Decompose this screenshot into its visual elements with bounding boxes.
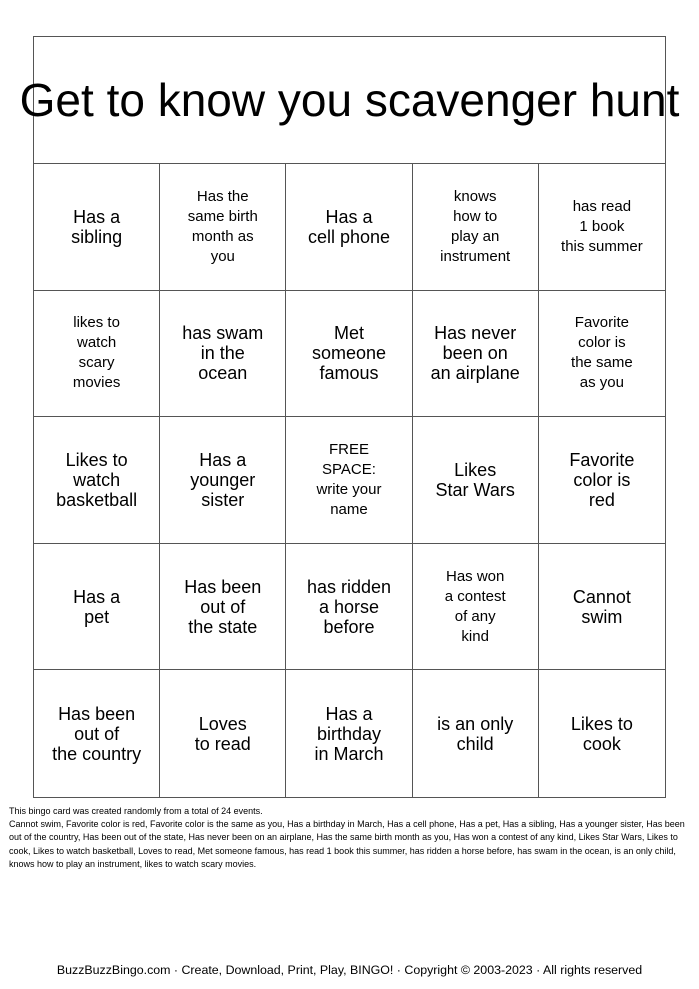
bingo-cell: Has a cell phone	[286, 164, 412, 291]
bingo-cell: Likes to watch basketball	[34, 417, 160, 544]
bingo-cell: likes to watch scary movies	[34, 291, 160, 418]
card-info	[9, 805, 687, 871]
bingo-cell: Likes to cook	[570, 713, 633, 754]
bingo-card	[19, 36, 680, 798]
bingo-cell: Has a pet	[34, 544, 160, 671]
bingo-cell: Favorite color is the same as you	[539, 291, 665, 418]
bingo-cell: Loves to read	[160, 670, 286, 797]
bingo-cell: Cannot swim	[539, 544, 665, 671]
info-intro: This bingo card was created randomly from a total of 24 events.	[9, 806, 263, 816]
bingo-cell: Has never been on an airplane	[413, 291, 539, 418]
free-space-cell: FREE SPACE: write your name	[286, 417, 412, 544]
bingo-cell: Has a sibling	[34, 164, 160, 291]
bingo-cell: Has the same birth month as you	[160, 164, 286, 291]
bingo-cell: is an only child	[413, 670, 539, 797]
bingo-cell: Has a younger sister	[160, 417, 286, 544]
bingo-cell: Has won a contest of any kind	[413, 544, 539, 671]
bingo-grid	[34, 164, 665, 797]
bingo-cell: Has been out of the country	[34, 670, 160, 797]
bingo-cell: Favorite color is red	[539, 417, 665, 544]
bingo-cell: Met someone famous	[286, 291, 412, 418]
bingo-cell: has swam in the ocean	[160, 291, 286, 418]
bingo-cell: has ridden a horse before	[286, 544, 412, 671]
bingo-cell: Likes Star Wars	[413, 417, 539, 544]
footer-credit: BuzzBuzzBingo.com · Create, Download, Print, Play, BINGO! · Copyright © 2003-2023 · All rights reserved	[56, 963, 643, 977]
bingo-cell: Has been out of the state	[160, 544, 286, 671]
card-title: Get to know you scavenger hunt	[34, 37, 665, 164]
info-event-list: Cannot swim, Favorite color is red, Favorite color is the same as you, Has a birthday in March, Has a cell phone, Has a pet, Has a sibling, Has a younger sister, Has been out of the country, Has been out of the state, Has never been on an airplane, Has the same birth month as you, Has won a contest of any kind, Likes Star Wars, Likes to cook, Likes to watch basketball, Loves to read, Met someone famous, has read 1 book this summer, has ridden a horse before, has swam in the ocean, is an only child, knows how to play an instrument, likes to watch scary movies.	[9, 819, 685, 869]
bingo-cell: Has a birthday in March	[286, 670, 412, 797]
bingo-cell: has read 1 book this summer	[539, 164, 665, 291]
bingo-cell: knows how to play an instrument	[413, 164, 539, 291]
